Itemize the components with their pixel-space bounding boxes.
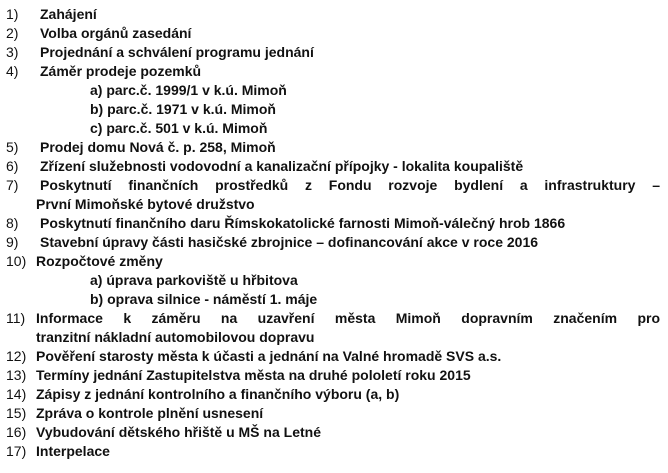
agenda-item bbox=[6, 24, 666, 43]
agenda-item bbox=[6, 366, 666, 385]
agenda-item bbox=[6, 157, 666, 176]
agenda-item bbox=[6, 138, 666, 157]
agenda-item bbox=[6, 62, 666, 81]
agenda-subitem: a) úprava parkoviště u hřbitova bbox=[90, 272, 298, 288]
item-text: Vybudování dětského hřiště u MŠ na Letné bbox=[36, 424, 321, 440]
item-text: Termíny jednání Zastupitelstva města na druhé pololetí roku 2015 bbox=[36, 367, 471, 383]
item-text: Pověření starosty města k účasti a jednání na Valné hromadě SVS a.s. bbox=[36, 348, 502, 364]
agenda-item bbox=[6, 233, 666, 252]
agenda-item bbox=[6, 385, 666, 404]
item-number: 14) bbox=[6, 386, 27, 402]
item-number: 16) bbox=[6, 424, 27, 440]
item-text: Projednání a schválení programu jednání bbox=[40, 44, 314, 60]
item-number: 11) bbox=[6, 310, 26, 326]
agenda-subitem: a) parc.č. 1999/1 v k.ú. Mimoň bbox=[90, 82, 287, 98]
item-number: 3) bbox=[6, 44, 19, 60]
item-number: 17) bbox=[6, 443, 27, 459]
item-text: Poskytnutí finančního daru Římskokatolické farnosti Mimoň-válečný hrob 1866 bbox=[40, 215, 566, 231]
agenda-list bbox=[6, 5, 666, 461]
item-text: Záměr prodeje pozemků bbox=[40, 63, 202, 79]
agenda-item bbox=[6, 442, 666, 461]
item-text: Interpelace bbox=[36, 443, 110, 459]
item-number: 6) bbox=[6, 158, 19, 174]
item-text: Rozpočtové změny bbox=[36, 253, 163, 269]
agenda-item bbox=[6, 252, 666, 271]
item-text: Poskytnutí finančních prostředků z Fondu rozvoje bydlení a infrastruktury – bbox=[40, 177, 660, 193]
agenda-item bbox=[6, 176, 666, 195]
item-text: Zápisy z jednání kontrolního a finančního výboru (a, b) bbox=[36, 386, 400, 402]
item-text: Zpráva o kontrole plnění usnesení bbox=[36, 405, 264, 421]
agenda-item bbox=[6, 404, 666, 423]
agenda-item bbox=[6, 43, 666, 62]
item-number: 13) bbox=[6, 367, 27, 383]
agenda-item bbox=[6, 309, 666, 328]
agenda-item bbox=[6, 214, 666, 233]
item-number: 7) bbox=[6, 177, 19, 193]
agenda-item bbox=[6, 423, 666, 442]
item-number: 2) bbox=[6, 25, 19, 41]
item-text: Zřízení služebnosti vodovodní a kanalizační přípojky - lokalita koupaliště bbox=[40, 158, 524, 174]
item-number: 4) bbox=[6, 63, 19, 79]
item-number: 12) bbox=[6, 348, 27, 364]
item-text: Prodej domu Nová č. p. 258, Mimoň bbox=[40, 139, 276, 155]
item-number: 15) bbox=[6, 405, 27, 421]
item-continuation: tranzitní nákladní automobilovou dopravu bbox=[36, 329, 315, 345]
item-text: Volba orgánů zasedání bbox=[40, 25, 192, 41]
agenda-subitem: c) parc.č. 501 v k.ú. Mimoň bbox=[90, 120, 268, 136]
item-number: 5) bbox=[6, 139, 19, 155]
agenda-subitem: b) oprava silnice - náměstí 1. máje bbox=[90, 291, 318, 307]
agenda-item bbox=[6, 5, 666, 24]
agenda-item bbox=[6, 347, 666, 366]
item-number: 1) bbox=[6, 6, 19, 22]
item-continuation: První Mimoňské bytové družstvo bbox=[36, 196, 255, 212]
item-text: Zahájení bbox=[40, 6, 97, 22]
agenda-subitem: b) parc.č. 1971 v k.ú. Mimoň bbox=[90, 101, 276, 117]
item-text: Informace k záměru na uzavření města Mimoň dopravním značením pro bbox=[36, 310, 660, 326]
item-text: Stavební úpravy části hasičské zbrojnice – dofinancování akce v roce 2016 bbox=[40, 234, 539, 250]
item-number: 8) bbox=[6, 215, 19, 231]
item-number: 9) bbox=[6, 234, 19, 250]
item-number: 10) bbox=[6, 253, 27, 269]
